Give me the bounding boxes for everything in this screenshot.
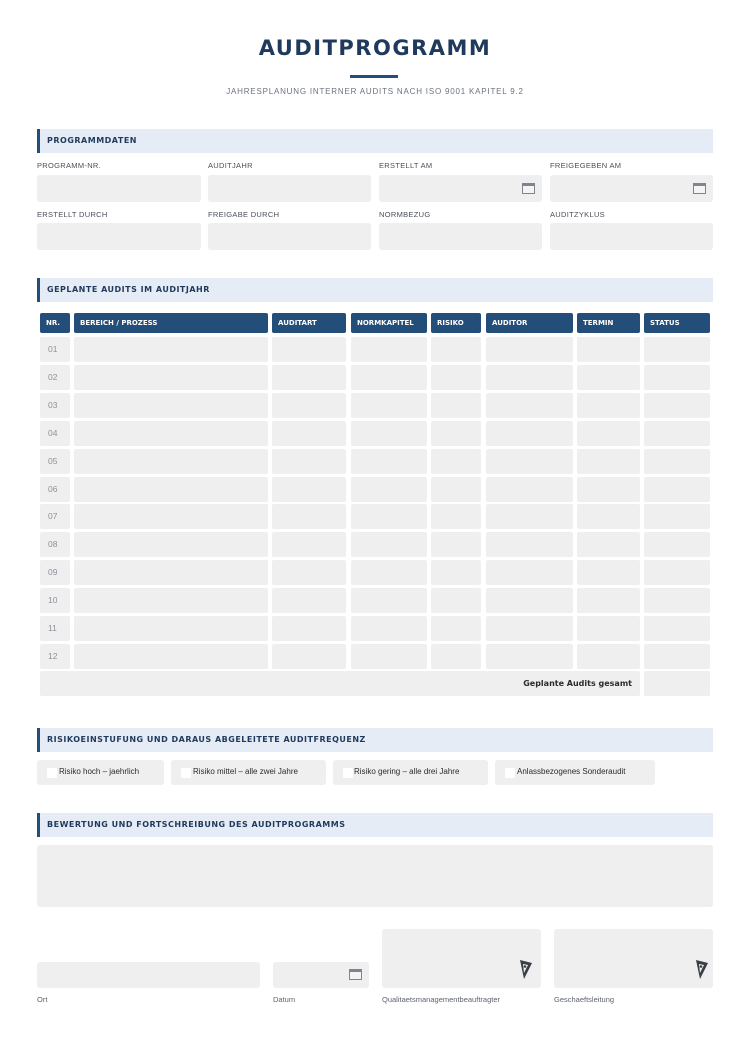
checkbox[interactable] <box>505 768 515 778</box>
erstellt-am-field[interactable] <box>379 175 542 202</box>
audit-cell-status[interactable] <box>644 365 710 390</box>
gl-signature-field[interactable] <box>554 929 713 988</box>
row-number: 06 <box>48 484 58 494</box>
freigegeben-am-field[interactable] <box>550 175 713 202</box>
audit-cell-status[interactable] <box>644 532 710 557</box>
audit-cell-auditor[interactable] <box>486 393 573 418</box>
audit-cell-normkapitel[interactable] <box>351 644 427 669</box>
ort-field[interactable] <box>37 962 260 988</box>
audit-cell-bereich[interactable] <box>74 560 268 585</box>
label-erstellt-am: ERSTELLT AM <box>379 161 433 170</box>
audit-cell-status[interactable] <box>644 588 710 613</box>
row-number: 02 <box>48 372 58 382</box>
row-number: 07 <box>48 511 58 521</box>
datum-label: Datum <box>273 995 296 1004</box>
audit-cell-auditor[interactable] <box>486 365 573 390</box>
total-value-field[interactable] <box>644 671 710 696</box>
audit-cell-auditart[interactable] <box>272 532 346 557</box>
label-erstellt-durch: ERSTELLT DURCH <box>37 210 108 219</box>
audit-cell-risiko[interactable] <box>431 449 481 474</box>
audit-cell-auditart[interactable] <box>272 421 346 446</box>
audit-cell-termin[interactable] <box>577 393 640 418</box>
audit-cell-risiko[interactable] <box>431 477 481 502</box>
col-auditor: AUDITOR <box>486 313 573 333</box>
audit-cell-auditart[interactable] <box>272 449 346 474</box>
audit-cell-risiko[interactable] <box>431 504 481 529</box>
audit-cell-bereich[interactable] <box>74 449 268 474</box>
audit-cell-risiko[interactable] <box>431 337 481 362</box>
audit-cell-termin[interactable] <box>577 477 640 502</box>
audit-cell-status[interactable] <box>644 337 710 362</box>
audit-cell-nr <box>40 477 70 502</box>
audit-cell-nr <box>40 588 70 613</box>
audit-cell-auditor[interactable] <box>486 644 573 669</box>
title-underline <box>350 75 398 78</box>
audit-cell-normkapitel[interactable] <box>351 616 427 641</box>
audit-cell-status[interactable] <box>644 560 710 585</box>
audit-cell-risiko[interactable] <box>431 644 481 669</box>
audit-cell-nr <box>40 421 70 446</box>
audit-cell-termin[interactable] <box>577 560 640 585</box>
risk-option-label: Risiko hoch – jaehrlich <box>59 767 140 776</box>
section-programmdaten: PROGRAMMDATEN <box>37 129 713 153</box>
audit-cell-auditart[interactable] <box>272 477 346 502</box>
audit-cell-normkapitel[interactable] <box>351 588 427 613</box>
audit-cell-normkapitel[interactable] <box>351 504 427 529</box>
audit-cell-termin[interactable] <box>577 337 640 362</box>
label-normbezug: NORMBEZUG <box>379 210 431 219</box>
checkbox[interactable] <box>343 768 353 778</box>
audit-cell-bereich[interactable] <box>74 504 268 529</box>
programm-nr-field[interactable] <box>37 175 201 202</box>
total-label: Geplante Audits gesamt <box>523 679 632 688</box>
audit-cell-status[interactable] <box>644 504 710 529</box>
audit-cell-auditor[interactable] <box>486 532 573 557</box>
label-auditzyklus: AUDITZYKLUS <box>550 210 605 219</box>
row-number: 03 <box>48 400 58 410</box>
audit-cell-bereich[interactable] <box>74 477 268 502</box>
audit-cell-auditart[interactable] <box>272 644 346 669</box>
calendar-icon[interactable] <box>693 183 706 194</box>
audit-cell-auditor[interactable] <box>486 477 573 502</box>
col-termin: TERMIN <box>577 313 640 333</box>
row-number: 05 <box>48 456 58 466</box>
risk-option-hoch[interactable] <box>37 760 164 785</box>
col-nr: NR. <box>40 313 70 333</box>
audit-cell-auditor[interactable] <box>486 504 573 529</box>
audit-cell-nr <box>40 393 70 418</box>
audit-cell-risiko[interactable] <box>431 588 481 613</box>
row-number: 04 <box>48 428 58 438</box>
section-geplante-audits: GEPLANTE AUDITS IM AUDITJAHR <box>37 278 713 302</box>
row-number: 12 <box>48 651 58 661</box>
section-risikoeinstufung: RISIKOEINSTUFUNG UND DARAUS ABGELEITETE AUDITFREQUENZ <box>37 728 713 752</box>
audit-cell-termin[interactable] <box>577 588 640 613</box>
risk-option-gering[interactable] <box>333 760 488 785</box>
audit-cell-auditart[interactable] <box>272 616 346 641</box>
audit-cell-bereich[interactable] <box>74 337 268 362</box>
audit-cell-termin[interactable] <box>577 616 640 641</box>
calendar-icon[interactable] <box>522 183 535 194</box>
audit-cell-normkapitel[interactable] <box>351 421 427 446</box>
audit-cell-termin[interactable] <box>577 421 640 446</box>
audit-cell-nr <box>40 449 70 474</box>
audit-cell-status[interactable] <box>644 616 710 641</box>
audit-cell-normkapitel[interactable] <box>351 365 427 390</box>
audit-cell-termin[interactable] <box>577 504 640 529</box>
audit-cell-termin[interactable] <box>577 644 640 669</box>
col-status: STATUS <box>644 313 710 333</box>
auditzyklus-field[interactable] <box>550 223 713 250</box>
gl-label: Geschaeftsleitung <box>554 995 615 1004</box>
col-auditart: AUDITART <box>272 313 346 333</box>
audit-cell-termin[interactable] <box>577 449 640 474</box>
checkbox[interactable] <box>181 768 191 778</box>
audit-cell-status[interactable] <box>644 449 710 474</box>
label-auditjahr: AUDITJAHR <box>208 161 253 170</box>
row-number: 01 <box>48 344 58 354</box>
risk-option-mittel[interactable] <box>171 760 326 785</box>
audit-cell-nr <box>40 532 70 557</box>
audit-cell-auditart[interactable] <box>272 560 346 585</box>
audit-cell-nr <box>40 504 70 529</box>
audit-cell-bereich[interactable] <box>74 393 268 418</box>
audit-cell-nr <box>40 644 70 669</box>
audit-cell-nr <box>40 560 70 585</box>
audit-cell-auditor[interactable] <box>486 588 573 613</box>
audit-cell-normkapitel[interactable] <box>351 477 427 502</box>
section-bewertung: BEWERTUNG UND FORTSCHREIBUNG DES AUDITPROGRAMMS <box>37 813 713 837</box>
audit-cell-normkapitel[interactable] <box>351 532 427 557</box>
total-row <box>40 671 640 696</box>
row-number: 10 <box>48 595 58 605</box>
audit-cell-normkapitel[interactable] <box>351 393 427 418</box>
datum-field[interactable] <box>273 962 369 988</box>
audit-cell-nr <box>40 337 70 362</box>
audit-cell-status[interactable] <box>644 477 710 502</box>
audit-cell-risiko[interactable] <box>431 532 481 557</box>
audit-cell-auditart[interactable] <box>272 588 346 613</box>
audit-cell-nr <box>40 616 70 641</box>
audit-cell-risiko[interactable] <box>431 560 481 585</box>
audit-cell-nr <box>40 365 70 390</box>
audit-cell-auditart[interactable] <box>272 393 346 418</box>
audit-cell-risiko[interactable] <box>431 365 481 390</box>
audit-cell-termin[interactable] <box>577 532 640 557</box>
audit-cell-auditor[interactable] <box>486 560 573 585</box>
row-number: 09 <box>48 567 58 577</box>
col-bereich: BEREICH / PROZESS <box>74 313 268 333</box>
auditjahr-field[interactable] <box>208 175 371 202</box>
audit-cell-auditart[interactable] <box>272 504 346 529</box>
label-programm-nr: PROGRAMM-NR. <box>37 161 102 170</box>
audit-cell-termin[interactable] <box>577 365 640 390</box>
audit-cell-risiko[interactable] <box>431 616 481 641</box>
risk-option-label: Risiko mittel – alle zwei Jahre <box>193 767 298 776</box>
erstellt-durch-field[interactable] <box>37 223 201 250</box>
audit-cell-status[interactable] <box>644 421 710 446</box>
risk-option-label: Anlassbezogenes Sonderaudit <box>517 767 626 776</box>
audit-cell-risiko[interactable] <box>431 421 481 446</box>
audit-cell-auditor[interactable] <box>486 616 573 641</box>
calendar-icon[interactable] <box>349 969 362 980</box>
audit-cell-status[interactable] <box>644 393 710 418</box>
qmb-label: Qualitaetsmanagementbeauftragter <box>382 995 500 1004</box>
col-risiko: RISIKO <box>431 313 481 333</box>
audit-cell-status[interactable] <box>644 644 710 669</box>
risk-option-label: Risiko gering – alle drei Jahre <box>354 767 460 776</box>
audit-cell-normkapitel[interactable] <box>351 560 427 585</box>
signature-pen-icon <box>695 958 709 980</box>
bewertung-textarea[interactable] <box>37 845 713 907</box>
checkbox[interactable] <box>47 768 57 778</box>
audit-cell-auditart[interactable] <box>272 365 346 390</box>
audit-cell-auditart[interactable] <box>272 337 346 362</box>
document-title: AUDITPROGRAMM <box>258 36 492 60</box>
normbezug-field[interactable] <box>379 223 542 250</box>
row-number: 11 <box>48 623 57 633</box>
label-freigabe-durch: FREIGABE DURCH <box>208 210 280 219</box>
audit-cell-auditor[interactable] <box>486 337 573 362</box>
audit-cell-bereich[interactable] <box>74 588 268 613</box>
row-number: 08 <box>48 539 58 549</box>
audit-cell-risiko[interactable] <box>431 393 481 418</box>
audit-cell-auditor[interactable] <box>486 449 573 474</box>
label-freigegeben-am: FREIGEGEBEN AM <box>550 161 622 170</box>
risk-option-sonderaudit[interactable] <box>495 760 655 785</box>
freigabe-durch-field[interactable] <box>208 223 371 250</box>
audit-cell-bereich[interactable] <box>74 644 268 669</box>
qmb-signature-field[interactable] <box>382 929 541 988</box>
ort-label: Ort <box>37 995 48 1004</box>
col-normkapitel: NORMKAPITEL <box>351 313 427 333</box>
audit-cell-normkapitel[interactable] <box>351 449 427 474</box>
audit-cell-bereich[interactable] <box>74 532 268 557</box>
document-subtitle: JAHRESPLANUNG INTERNER AUDITS NACH ISO 9001 KAPITEL 9.2 <box>226 87 524 96</box>
audit-cell-bereich[interactable] <box>74 421 268 446</box>
audit-cell-auditor[interactable] <box>486 421 573 446</box>
signature-pen-icon <box>519 958 533 980</box>
audit-cell-normkapitel[interactable] <box>351 337 427 362</box>
audit-cell-bereich[interactable] <box>74 616 268 641</box>
audit-cell-bereich[interactable] <box>74 365 268 390</box>
